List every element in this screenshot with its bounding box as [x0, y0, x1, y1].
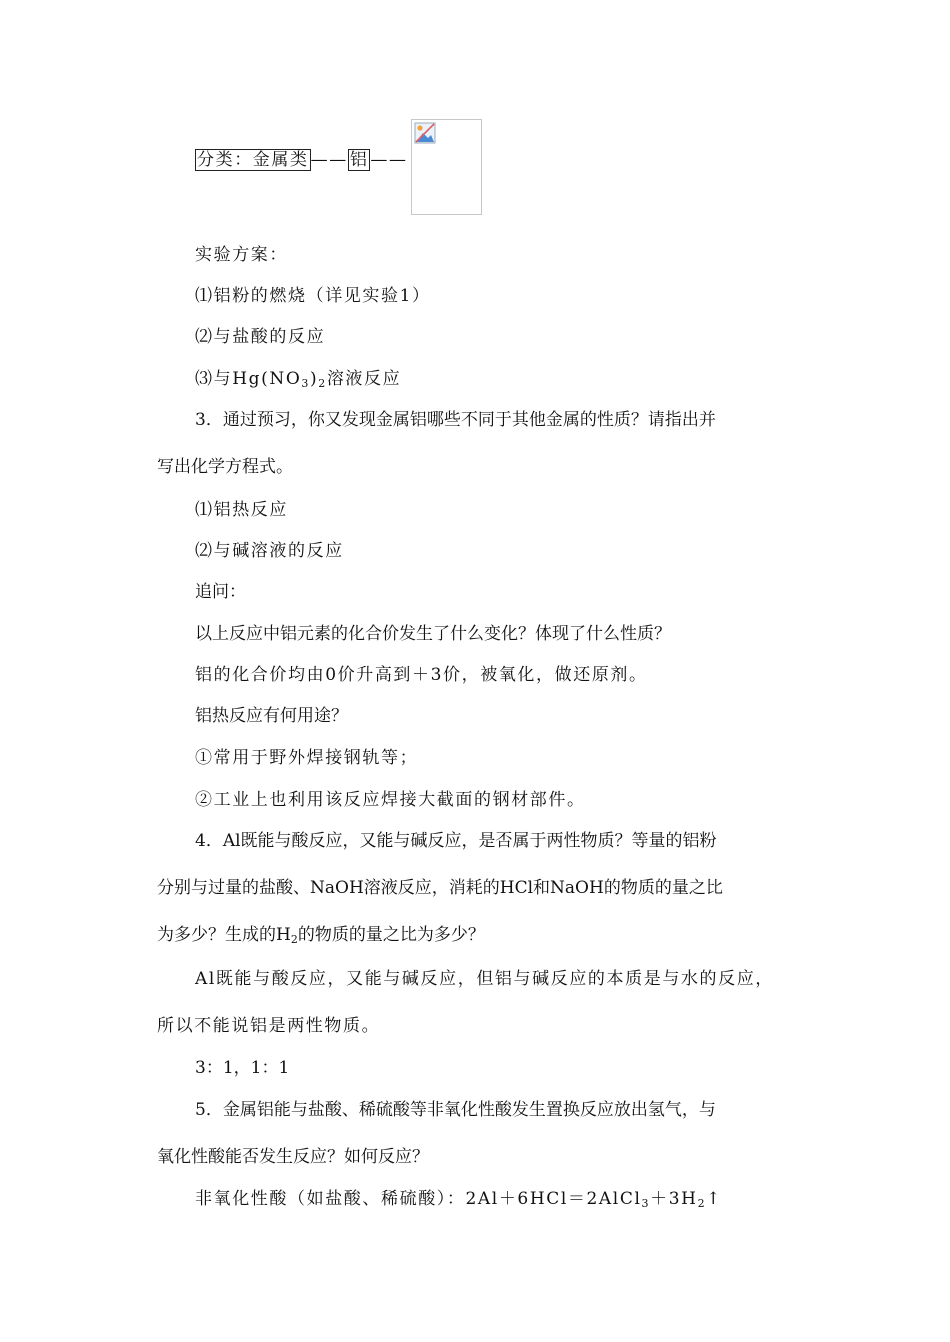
subscript: 3 — [641, 1197, 651, 1210]
text-line: ②工业上也利用该反应焊接大截面的钢材部件。 — [195, 790, 586, 810]
text-line: 追问： — [195, 582, 246, 602]
question-4-cont: 分别与过量的盐酸、NaOH溶液反应，消耗的HCl和NaOH的物质的量之比 — [157, 878, 723, 898]
text-part: 的物质的量之比为多少？ — [297, 925, 485, 945]
text-part: 溶液反应 — [326, 369, 402, 389]
subscript: 2 — [290, 933, 298, 946]
answer-4-ratio: 3：1，1：1 — [195, 1058, 290, 1078]
question-5-cont: 氧化性酸能否发生反应？如何反应？ — [157, 1147, 429, 1167]
dash: —— — [370, 150, 408, 170]
text-line: 铝热反应有何用途？ — [195, 706, 348, 726]
question-4-cont — [157, 923, 485, 952]
broken-image-placeholder — [411, 119, 482, 215]
category-box: 分类：金属类 — [197, 150, 309, 170]
element-box: 铝 — [349, 150, 369, 170]
text-line: 铝的化合价均由0价升高到＋3价，被氧化，做还原剂。 — [195, 665, 648, 685]
text-line: ⑴铝粉的燃烧（详见实验1） — [195, 286, 431, 306]
question-3: 3．通过预习，你又发现金属铝哪些不同于其他金属的性质？请指出并 — [195, 410, 716, 430]
text-line: ①常用于野外焊接钢轨等； — [195, 748, 419, 768]
answer-4-cont: 所以不能说铝是两性物质。 — [157, 1016, 381, 1036]
text-part: 非氧化性酸（如盐酸、稀硫酸）：2Al＋6HCl＝2AlCl — [195, 1189, 642, 1209]
text-line: ⑵与碱溶液的反应 — [195, 541, 344, 561]
broken-image-icon — [414, 122, 436, 144]
text-line: 实验方案： — [195, 245, 288, 265]
text-line: ⑴铝热反应 — [195, 500, 288, 520]
question-4: 4．Al既能与酸反应，又能与碱反应，是否属于两性物质？等量的铝粉 — [195, 831, 717, 851]
answer-4: Al既能与酸反应，又能与碱反应，但铝与碱反应的本质是与水的反应， — [195, 969, 774, 989]
subscript: 3 — [301, 377, 310, 390]
text-part: ) — [309, 369, 319, 389]
text-line — [195, 367, 401, 396]
question-5: 5．金属铝能与盐酸、稀硫酸等非氧化性酸发生置换反应放出氢气，与 — [195, 1100, 716, 1120]
question-3-cont: 写出化学方程式。 — [157, 457, 293, 477]
classification-line — [195, 148, 408, 172]
subscript: 2 — [318, 377, 327, 390]
text-part: ↑ — [706, 1189, 723, 1209]
subscript: 2 — [697, 1197, 707, 1210]
answer-5-equation — [195, 1187, 722, 1216]
text-line: 以上反应中铝元素的化合价发生了什么变化？体现了什么性质？ — [195, 624, 671, 644]
text-part: ⑶与Hg(NO — [195, 369, 302, 389]
dash: —— — [310, 150, 348, 170]
text-line: ⑵与盐酸的反应 — [195, 327, 326, 347]
text-part: 为多少？生成的H — [157, 925, 291, 945]
text-part: ＋3H — [650, 1189, 698, 1209]
